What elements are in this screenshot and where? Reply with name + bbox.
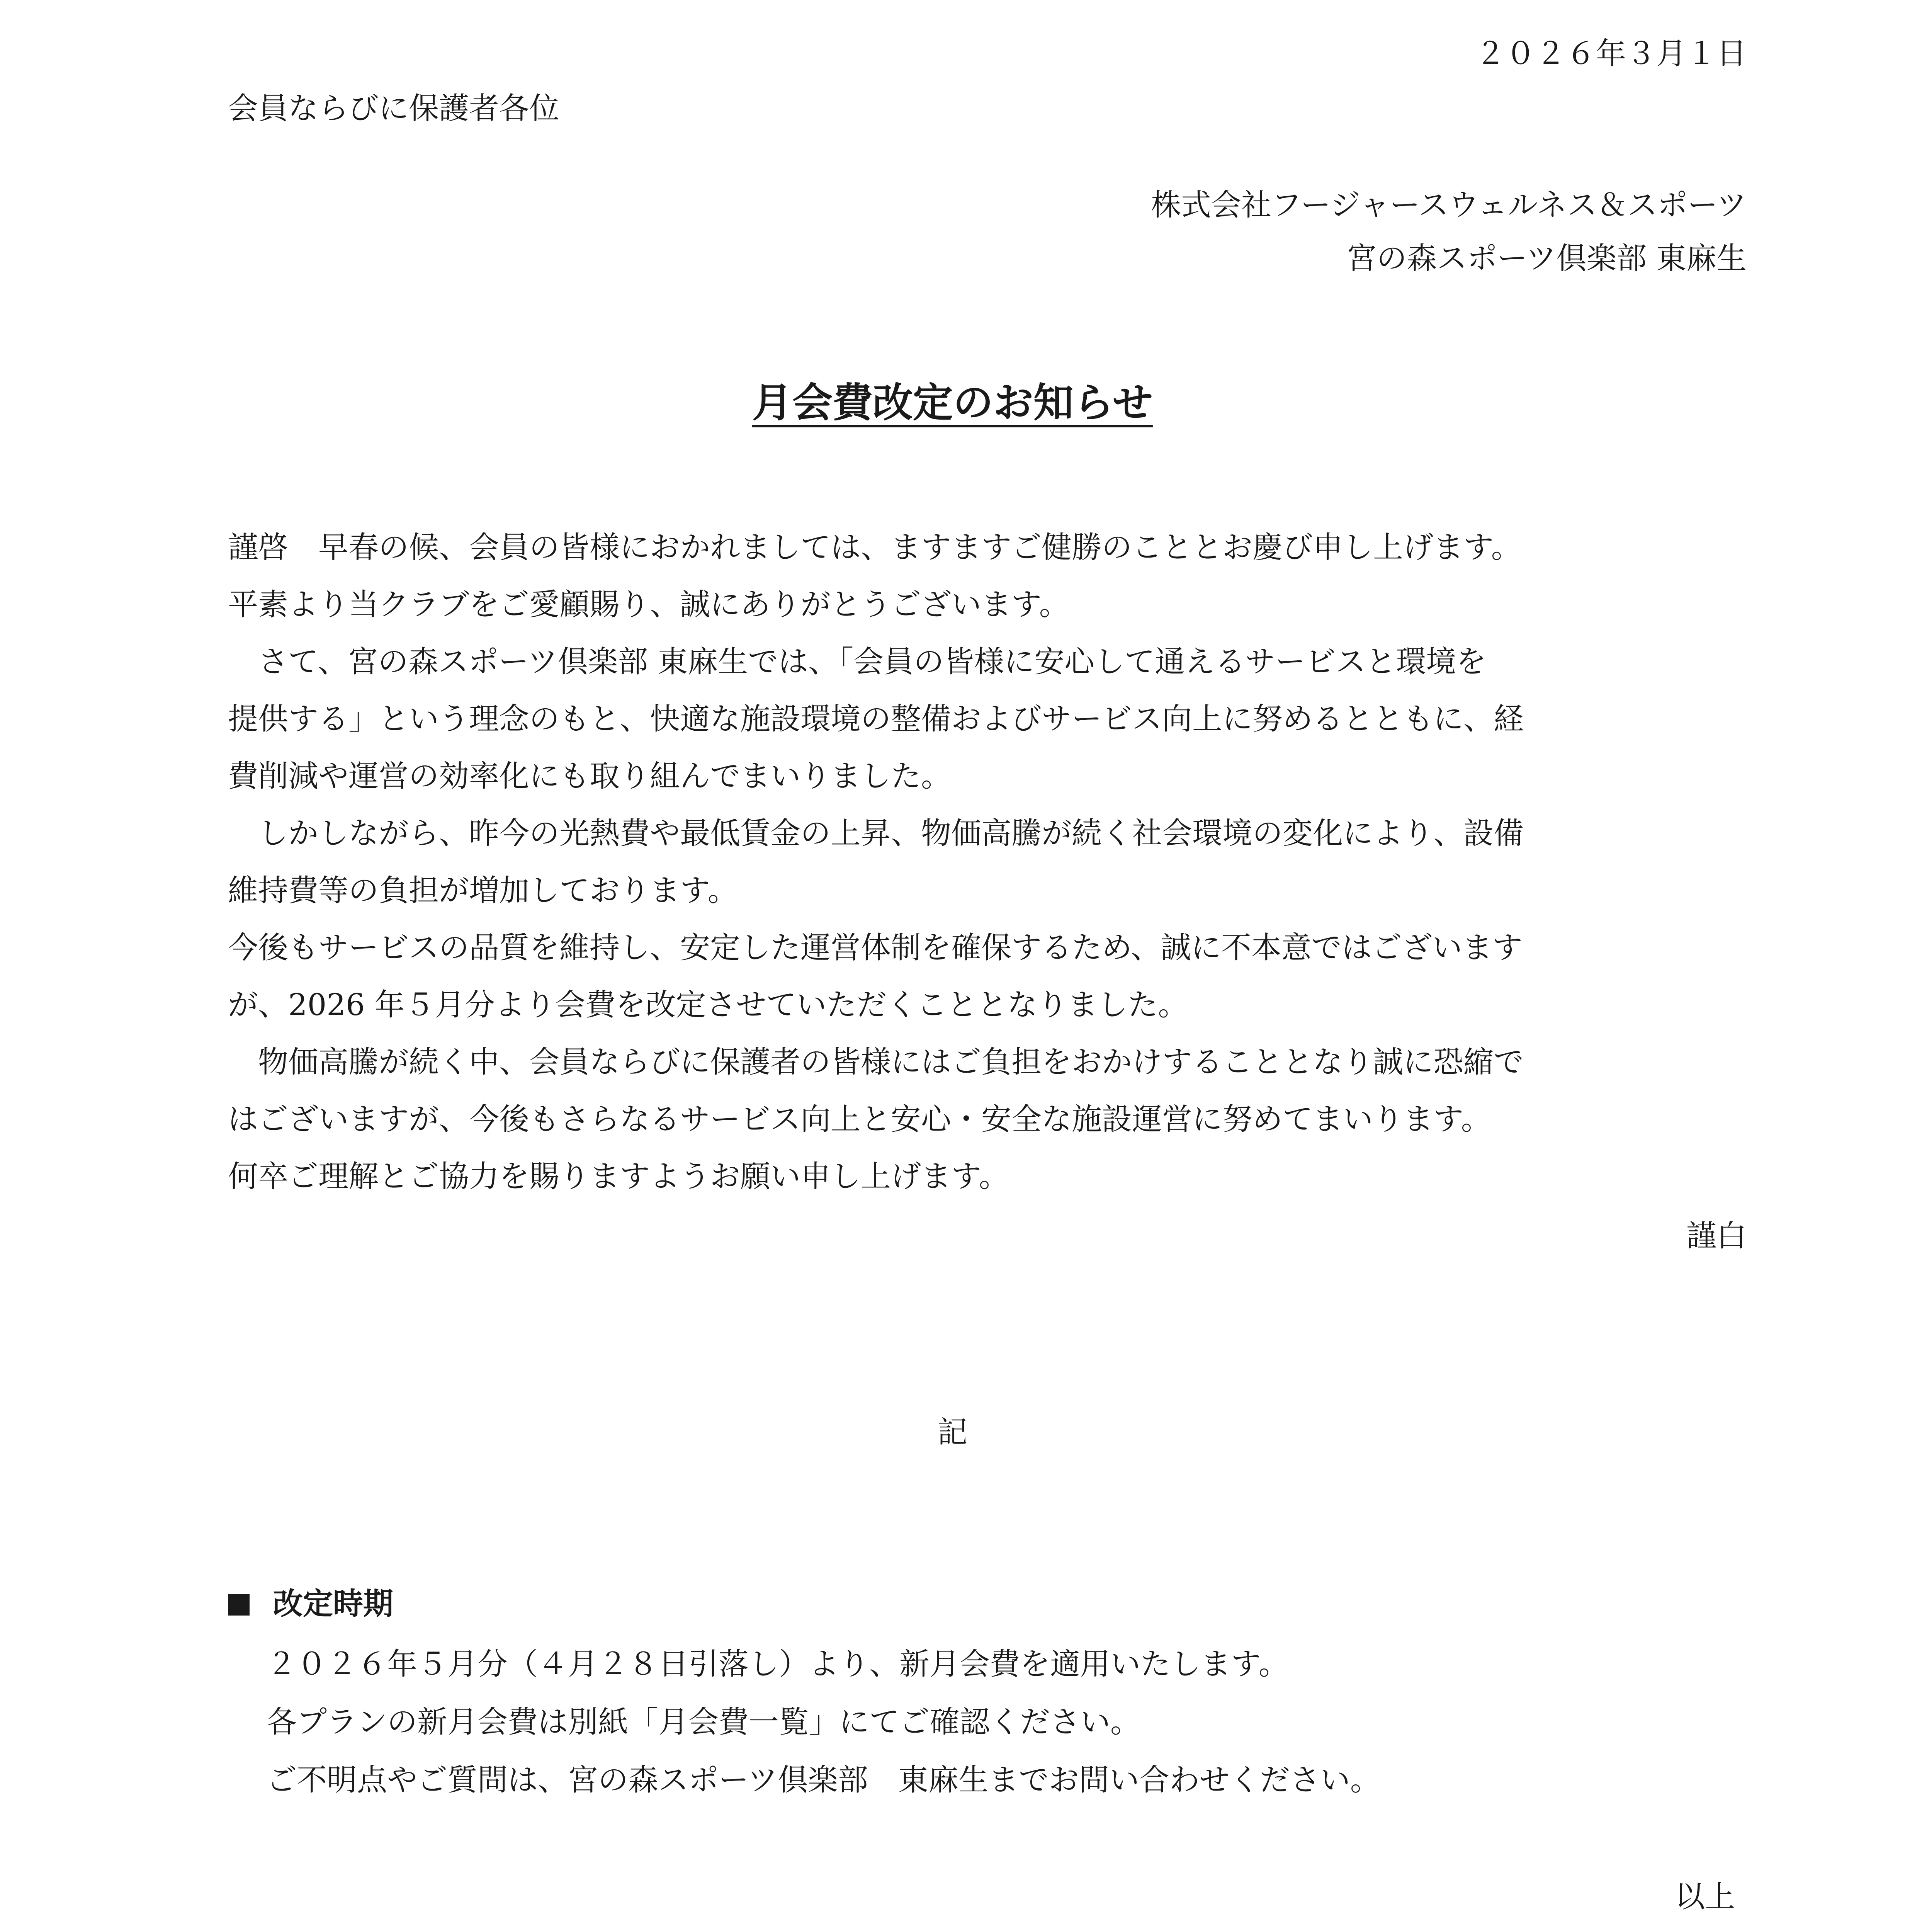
body-line: 費削減や運営の効率化にも取り組んでまいりました。 bbox=[228, 759, 952, 794]
ki-mark: 記 bbox=[937, 1415, 968, 1450]
body-line: 提供する」という理念のもと、快適な施設環境の整備およびサービス向上に努めるとともに、経 bbox=[228, 702, 1524, 736]
section-line: ２０２６年５月分（４月２８日引落し）より、新月会費を適用いたします。 bbox=[267, 1647, 1289, 1682]
section-heading bbox=[228, 1589, 393, 1619]
sender-club: 宮の森スポーツ倶楽部 東麻生 bbox=[1346, 241, 1747, 276]
body-line: 今後もサービスの品質を維持し、安定した運営体制を確保するため、誠に不本意ではございます bbox=[228, 930, 1523, 965]
body-line: さて、宮の森スポーツ倶楽部 東麻生では、「会員の皆様に安心して通えるサービスと環境を bbox=[228, 645, 1487, 679]
body-line: 維持費等の負担が増加しております。 bbox=[228, 873, 738, 908]
body-line: 平素より当クラブをご愛顧賜り、誠にありがとうございます。 bbox=[228, 587, 1069, 622]
section-line: ご不明点やご質問は、宮の森スポーツ倶楽部 東麻生までお問い合わせください。 bbox=[267, 1763, 1380, 1798]
sender-company: 株式会社フージャースウェルネス＆スポーツ bbox=[1150, 188, 1747, 223]
page-title: 月会費改定のお知らせ bbox=[752, 379, 1153, 426]
closing-word: 謹白 bbox=[1686, 1219, 1747, 1253]
body-line: 物価高騰が続く中、会員ならびに保護者の皆様にはご負担をおかけすることとなり誠に恐縮で bbox=[228, 1045, 1524, 1080]
body-line: が、2026 年５月分より会費を改定させていただくこととなりました。 bbox=[228, 988, 1188, 1022]
body-line: 謹啓 早春の候、会員の皆様におかれましては、ますますご健勝のこととお慶び申し上げます。 bbox=[228, 530, 1521, 565]
body-line: 何卒ご理解とご協力を賜りますようお願い申し上げます。 bbox=[228, 1159, 1009, 1194]
body-line: はございますが、今後もさらなるサービス向上と安心・安全な施設運営に努めてまいります。 bbox=[228, 1102, 1491, 1137]
recipient-line: 会員ならびに保護者各位 bbox=[228, 91, 560, 126]
document-date: ２０２６年３月１日 bbox=[1475, 36, 1747, 71]
section-line: 各プランの新月会費は別紙「月会費一覧」にてご確認ください。 bbox=[267, 1705, 1141, 1740]
section-heading-label: 改定時期 bbox=[273, 1587, 394, 1621]
end-mark: 以上 bbox=[1674, 1879, 1735, 1914]
body-line: しかしながら、昨今の光熱費や最低賃金の上昇、物価高騰が続く社会環境の変化により、設備 bbox=[228, 816, 1524, 851]
square-bullet-icon bbox=[228, 1594, 250, 1616]
